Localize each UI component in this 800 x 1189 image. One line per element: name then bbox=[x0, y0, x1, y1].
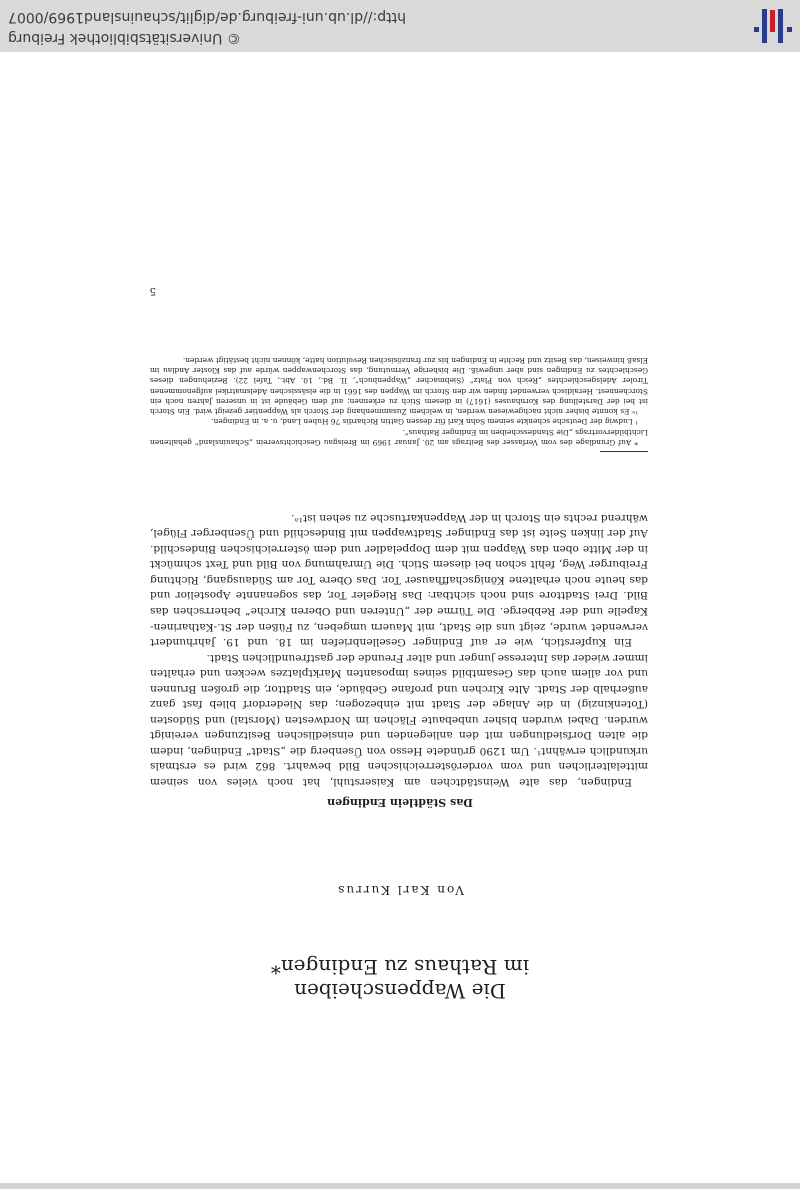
section-heading: Das Städtlein Endingen bbox=[327, 796, 473, 809]
author-line: Von Karl Kurrus bbox=[336, 883, 464, 897]
citation bbox=[8, 6, 608, 48]
footer-copyright: © Universitätsbibliothek Freiburg bbox=[8, 30, 241, 46]
ub-freiburg-logo-icon[interactable] bbox=[754, 6, 792, 46]
footnote: ¹ᵃ Es konnte bisher nicht nachgewiesen werden, in welchem Zusammenhang der Storch als Wappentier gezeigt wird. Ein Storch ist bei der Darstellung des Kornhauses (1617) in diesem Stich zu erkennen; auf dem Gebäude ist in unseren Jahren noch ein Storchennest. Heraldisch verwendet finden wir den Storch im Wappen des 1661 in die elsässischen Adelsmatrikel aufgenommenen Tiroler Adelsgeschlechtes „Reich von Platz“ (Siebmacher „Wappenbuch“, II. Bd., 10. Abt., Tafel 22). Beziehungen dieses Geschlechtes zu Endingen sind aber ungewiß. Die bisherige Vermutung, das Storchenwappen würde auf das Kloster Andlau im Elsaß hinweisen, das Besitz und Rechte in Endingen bis zur französischen Revolution hatte, können nicht bestätigt werden. bbox=[150, 356, 648, 417]
body-paragraph: Endingen, das alte Weinstädtchen am Kaiserstuhl, hat noch vieles von seinem mittelalterlichen und vom vorderösterreichischen Bild bewahrt. 862 wird es erstmals urkundlich erwähnt¹. Um 1290 gründete Hesso von Üsenberg die „Stadt“ Endingen, indem die alten Dorfsiedlungen mit den anliegenden und einsiedlischen Besitzungen vereinigt wurden. Dabei wurden bisher unbebaute Flächen im Nordwesten (Morstal) und Südosten (Totenkinzig) in die Anlage der Stadt mit einbezogen; das Niederdorf blieb fast ganz außerhalb der Stadt. Alte Kirchen und profane Gebäude, ein Stadttor, die großen Brunnen und vor allem auch das Gesamtbild seines imposanten Marktplatzes wecken und erhalten immer wieder das Interesse junger und alter Freunde der gastfreundlichen Stadt. bbox=[150, 651, 648, 788]
footnote: * Auf Grundlage des vom Verfasser des Beitrags am 20. Januar 1969 im Breisgau Geschichtsverein „Schauinsland“ gehaltenen Lichtbildervortrags „Die Standesscheiben im Endinger Rathaus“. bbox=[150, 427, 648, 447]
footnotes bbox=[150, 355, 648, 447]
article-title bbox=[0, 955, 800, 1003]
footer-url-link[interactable]: http://dl.ub.uni-freiburg.de/diglit/schauinsland1969/0007 bbox=[8, 9, 406, 25]
bottom-strip bbox=[0, 1183, 800, 1189]
footnote-rule bbox=[600, 451, 648, 452]
body-text bbox=[150, 509, 648, 789]
title-line-2: im Rathaus zu Endingen* bbox=[270, 955, 530, 979]
page-number: 5 bbox=[149, 285, 156, 296]
footer-bar bbox=[0, 0, 800, 52]
title-line-1: Die Wappenscheiben bbox=[294, 979, 506, 1003]
body-paragraph: Ein Kupferstich, wie er auf Endinger Gesellenbriefen im 18. und 19. Jahrhundert verwendet wurde, zeigt uns die Stadt, mit Mauern umgeben, zu Füßen der St.-Katharinen-Kapelle und der Rebberge. Die Türme der „Unteren und Oberen Kirche“ beherrschen das Bild. Drei Stadttore sind noch sichtbar: Das Riegeler Tor, das sogenannte Apostelior und das heute noch erhaltene Königschaffhauser Tor. Das Obere Tor am Südausgang, Richtung Freiburger Weg, fehlt schon bei diesem Stich. Die Umrahmung von Bild und Text schmückt in der Mitte oben das Wappen mit dem Doppeladler und dem österreichischen Bindeschild. Auf der linken Seite ist das Endinger Stadtwappen mit Bindeschild und Üsenberger Flügel, während rechts ein Storch in der Wappenkartusche zu sehen ist¹ᵃ. bbox=[150, 511, 648, 649]
footnote: ¹ Ludwig der Deutsche schenkte seinem Sohn Karl für dessen Gattin Richardis 76 Huben Land, u. a. in Endingen. bbox=[211, 417, 638, 427]
